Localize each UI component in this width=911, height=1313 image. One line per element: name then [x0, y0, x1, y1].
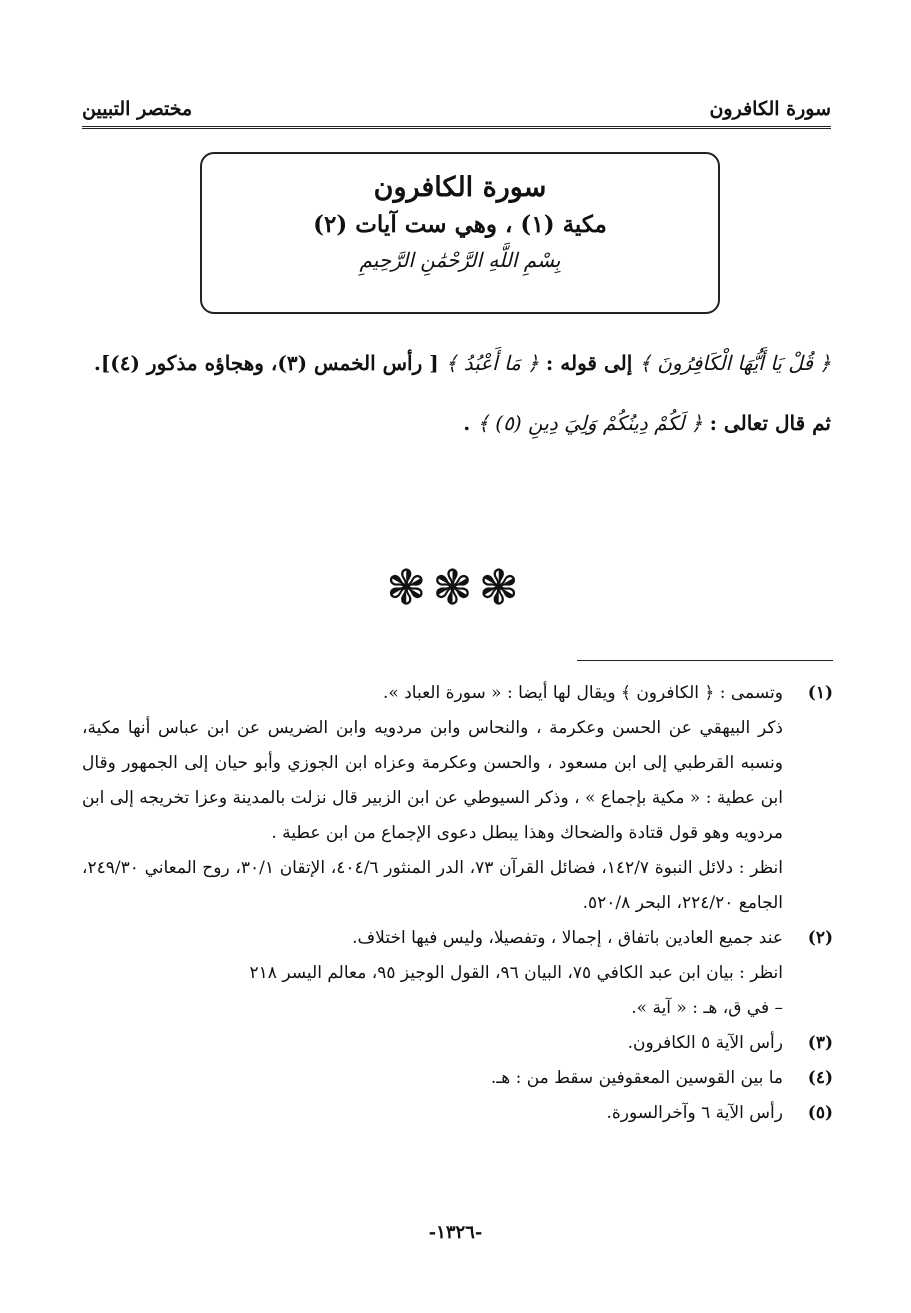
- main-end-text: .: [463, 411, 478, 435]
- header-surah-title: سورة الكافرون: [709, 98, 831, 120]
- surah-subtitle: مكية (١) ، وهي ست آيات (٢): [313, 211, 607, 238]
- footnote-number: (٢): [807, 928, 833, 948]
- footnote-body: [82, 921, 783, 1026]
- verse-lakum-dinukum: ﴿ لَكُمْ دِينُكُمْ وَلِيَ دِينِ (٥) ﴾: [477, 411, 703, 435]
- footnote-number: (١): [807, 683, 833, 703]
- footnote-line: رأس الآية ٦ وآخرالسورة.: [606, 1103, 783, 1123]
- main-paragraph-1: [84, 340, 831, 386]
- footnote-line: وتسمى : ﴿ الكافرون ﴾ ويقال لها أيضا : « سورة العباد ».: [383, 683, 783, 703]
- footnotes: [82, 676, 833, 1131]
- surah-title-box: [200, 152, 720, 314]
- footnote-number: (٤): [807, 1068, 833, 1088]
- main-rest-text: [ رأس الخمس (٣)، وهجاؤه مذكور (٤)].: [93, 351, 446, 375]
- footnote-body: [82, 1061, 783, 1096]
- footnote-number: (٣): [807, 1033, 833, 1053]
- footnote-body: [82, 1026, 783, 1061]
- footnote-line: ما بين القوسين المعقوفين سقط من : هـ.: [490, 1068, 783, 1088]
- section-ornament-icon: ❃❃❃: [386, 560, 525, 616]
- footnote-line: انظر : دلائل النبوة ١٤٢/٧، فضائل القرآن ٧٣، الدر المنثور ٤٠٤/٦، الإتقان ٣٠/١، روح المعاني ٢٤٩/٣٠، الجامع ٢٢٤/٢٠، البحر ٥٢٠/٨.: [82, 858, 783, 913]
- footnote-body: [82, 1096, 783, 1131]
- main-text: [84, 340, 831, 446]
- footnote-line: عند جميع العادين باتفاق ، إجمالا ، وتفصيلا، وليس فيها اختلاف.: [352, 928, 783, 948]
- footnote-line: ذكر البيهقي عن الحسن وعكرمة ، والنحاس وابن مردويه وابن الضريس عن ابن عباس أنها مكية، ونسبه القرطبي إلى ابن مسعود ، والحسن وعكرمة وعزاه ابن الجوزي وأبو حيان إلى الجمهور وقال ابن عطية : « مكية بإجماع » ، وذكر السيوطي عن ابن الزبير قال نزلت بالمدينة وعزا تخريجه إلى ابن مردويه وهو قول قتادة والضحاك وهذا يبطل دعوى الإجماع من ابن عطية .: [82, 718, 783, 843]
- footnote-separator: [577, 660, 833, 661]
- footnote-line: انظر : بيان ابن عبد الكافي ٧٥، البيان ٩٦، القول الوجيز ٩٥، معالم اليسر ٢١٨: [249, 963, 783, 983]
- footnote-body: [82, 676, 783, 921]
- footnote-5: [82, 1096, 833, 1131]
- footnote-number: (٥): [807, 1103, 833, 1123]
- main-then-text: ثم قال تعالى :: [702, 411, 831, 435]
- footnote-1: [82, 676, 833, 921]
- running-header: [82, 86, 831, 129]
- verse-ma-abud: ﴿ مَا أَعْبُدُ ﴾: [445, 351, 539, 375]
- header-book-title: مختصر التبيين: [82, 98, 193, 120]
- footnote-line: رأس الآية ٥ الكافرون.: [627, 1033, 783, 1053]
- footnote-line: – في ق، هـ : « آية ».: [631, 998, 783, 1018]
- footnote-3: [82, 1026, 833, 1061]
- main-to-text: إلى قوله :: [538, 351, 640, 375]
- surah-name: سورة الكافرون: [373, 172, 547, 203]
- footnote-4: [82, 1061, 833, 1096]
- page-number: -١٣٢٦-: [428, 1222, 483, 1243]
- main-paragraph-2: [84, 400, 831, 446]
- footnote-2: [82, 921, 833, 1026]
- basmala: بِسْمِ اللَّهِ الرَّحْمَٰنِ الرَّحِيمِ: [359, 248, 561, 272]
- verse-opening: ﴿ قُلْ يَا أَيُّهَا الْكَافِرُونَ ﴾: [639, 351, 831, 375]
